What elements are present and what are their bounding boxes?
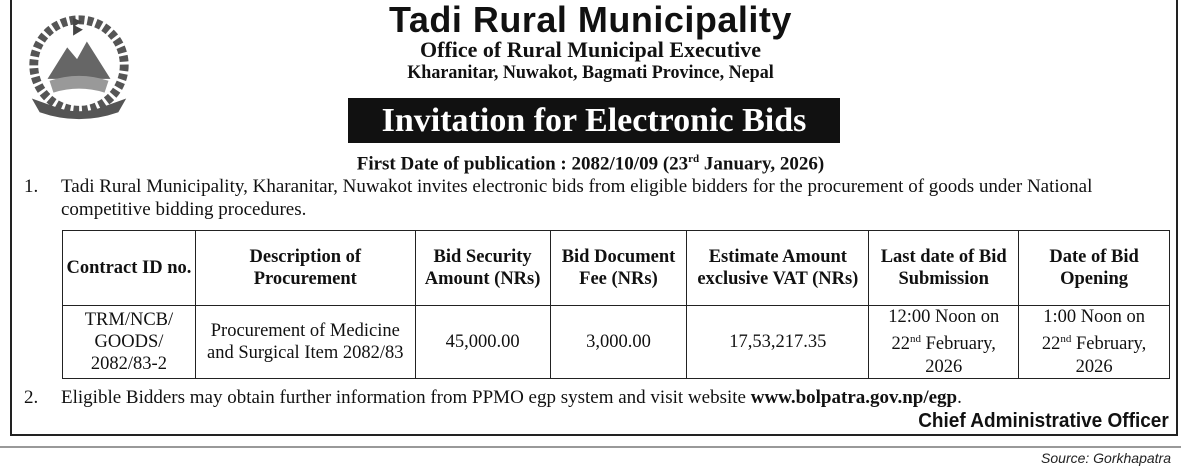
opening-time: 1:00 Noon on bbox=[1043, 307, 1145, 328]
opening-year: 2026 bbox=[1075, 356, 1113, 377]
header-doc-fee: Bid Document Fee (NRs) bbox=[550, 231, 687, 306]
header-estimate: Estimate Amount exclusive VAT (NRs) bbox=[687, 231, 869, 306]
office-address: Kharanitar, Nuwakot, Bagmati Province, Nepal bbox=[407, 62, 774, 83]
header-description: Description of Procurement bbox=[195, 231, 415, 306]
divider bbox=[0, 446, 1181, 448]
cell-submission bbox=[869, 306, 1019, 379]
submission-time: 12:00 Noon on bbox=[888, 307, 1000, 328]
submission-year: 2026 bbox=[925, 356, 963, 377]
cell-description: Procurement of Medicine and Surgical Item 2082/83 bbox=[195, 306, 415, 379]
publication-date bbox=[0, 148, 1181, 175]
cell-estimate: 17,53,217.35 bbox=[687, 306, 869, 379]
submission-day: 22 bbox=[891, 334, 911, 355]
municipality-title: Tadi Rural Municipality bbox=[389, 0, 792, 40]
source-credit: Source: Gorkhapatra bbox=[1041, 450, 1171, 466]
office-name: Office of Rural Municipal Executive bbox=[420, 37, 761, 62]
paragraph-number: 2. bbox=[24, 387, 39, 408]
submission-month: February, bbox=[921, 334, 996, 355]
opening-day: 22 bbox=[1041, 334, 1061, 355]
table-row bbox=[63, 306, 1170, 379]
cell-doc-fee: 3,000.00 bbox=[550, 306, 687, 379]
notice-banner: Invitation for Electronic Bids bbox=[348, 98, 840, 143]
paragraph-2-text: Eligible Bidders may obtain further information from PPMO egp system and visit website bbox=[61, 387, 751, 408]
cell-opening bbox=[1019, 306, 1170, 379]
opening-month: February, bbox=[1071, 334, 1147, 355]
paragraph-number: 1. bbox=[24, 176, 39, 197]
publication-rest: January, 2026) bbox=[699, 153, 825, 175]
header-submission: Last date of Bid Submission bbox=[869, 231, 1019, 306]
bid-table bbox=[62, 230, 1170, 379]
publication-sup: rd bbox=[688, 153, 700, 165]
paragraph-text bbox=[61, 386, 1181, 409]
header-contract-id: Contract ID no. bbox=[63, 231, 196, 306]
opening-sup: nd bbox=[1060, 333, 1072, 346]
header-opening: Date of Bid Opening bbox=[1019, 231, 1170, 306]
table-header-row bbox=[63, 231, 1170, 306]
paragraph-text: Tadi Rural Municipality, Kharanitar, Nuwakot invites electronic bids from eligible bidders for the procurement of goods under National competitive bidding procedures. bbox=[61, 176, 1093, 220]
publication-label: First Date of publication : 2082/10/09 (23 bbox=[356, 153, 689, 175]
signature-title: Chief Administrative Officer bbox=[918, 410, 1169, 432]
cell-bid-security: 45,000.00 bbox=[415, 306, 550, 379]
cell-contract-id: TRM/NCB/ GOODS/ 2082/83-2 bbox=[63, 306, 196, 379]
paragraph-2-end: . bbox=[957, 387, 962, 408]
submission-sup: nd bbox=[910, 333, 922, 346]
bolpatra-link[interactable]: www.bolpatra.gov.np/egp bbox=[750, 387, 958, 408]
header-bid-security: Bid Security Amount (NRs) bbox=[415, 231, 550, 306]
